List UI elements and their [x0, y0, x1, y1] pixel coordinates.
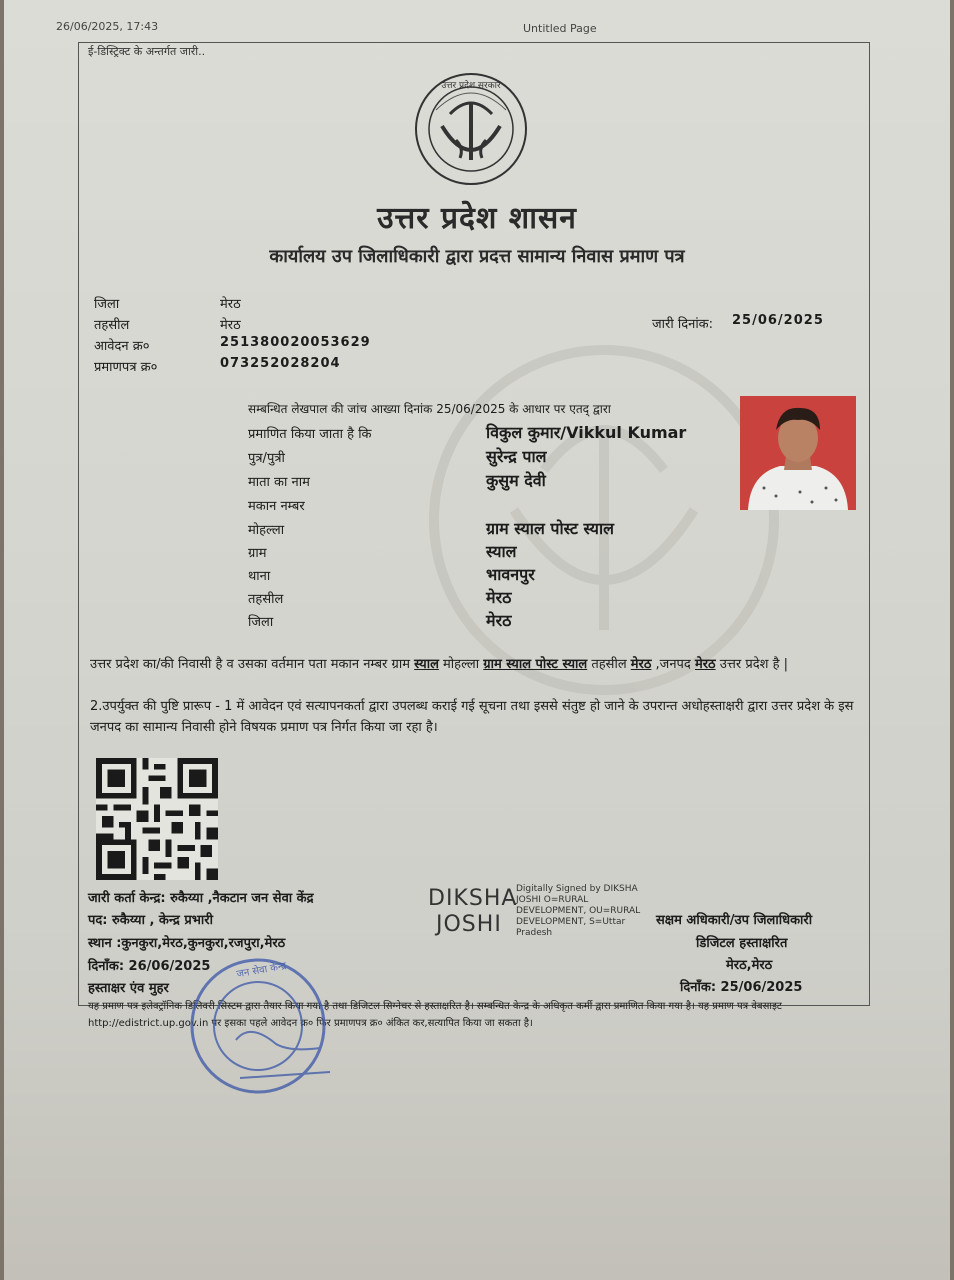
application-number: 251380020053629 [220, 335, 371, 350]
issuing-centre: जारी कर्ता केन्द्र: रुकैय्या ,नैकटान जन सेवा केंद्र [88, 891, 314, 906]
digital-signature-name: DIKSHA JOSHI [428, 886, 518, 937]
tehsil-ref: मेरठ [630, 657, 652, 672]
district-label: जिला [94, 297, 120, 312]
authority-date: दिनाँक: 25/06/2025 [680, 980, 803, 995]
print-page-title: Untitled Page [523, 22, 597, 35]
stamp-text: जन सेवा केन्द्र [235, 960, 288, 981]
field-label: प्रमाणित किया जाता है कि [248, 427, 372, 442]
field-label: मकान नम्बर [248, 499, 305, 514]
applicant-photo [740, 396, 856, 510]
field-label: थाना [248, 569, 271, 584]
qr-code [94, 758, 220, 880]
issue-date: 25/06/2025 [732, 313, 824, 328]
issuer-place: स्थान :कुनकुरा,मेरठ,कुनकुरा,रजपुरा,मेरठ [88, 936, 286, 951]
certificate-title: उत्तर प्रदेश शासन [377, 201, 577, 236]
mohalla-value: ग्राम स्याल पोस्ट स्याल [486, 519, 614, 538]
district-field-value: मेरठ [486, 611, 512, 630]
authority-signed: डिजिटल हस्ताक्षरित [696, 936, 788, 951]
print-datetime: 26/06/2025, 17:43 [56, 20, 159, 33]
issuer-post: पद: रुकैय्या , केन्द्र प्रभारी [88, 913, 213, 928]
certificate-number: 073252028204 [220, 356, 341, 371]
father-name: सुरेन्द्र पाल [486, 447, 547, 466]
intro-text: सम्बन्धित लेखपाल की जांच आख्या दिनांक 25/06/2025 के आधार पर एतद् द्वारा [248, 402, 611, 416]
residence-paragraph: उत्तर प्रदेश का/की निवासी है व उसका वर्तमान पता मकान नम्बर ग्राम स्याल मोहल्ला ग्राम स्याल पोस्ट स्याल तहसील मेरठ ,जनपद मेरठ उत्तर प्रदेश है | [90, 657, 789, 672]
police-station-value: भावनपुर [486, 565, 535, 584]
issue-date-label: जारी दिनांक: [652, 317, 714, 332]
issuer-date: दिनाँक: 26/06/2025 [88, 959, 211, 974]
applicant-name: विकुल कुमार/Vikkul Kumar [486, 423, 687, 442]
mother-name: कुसुम देवी [486, 471, 546, 490]
digital-signature-details: Digitally Signed by DIKSHA JOSHI O=RURAL DEVELOPMENT, OU=RURAL DEVELOPMENT, S=Uttar Pradesh [516, 884, 641, 938]
emblem-text: उत्तर प्रदेश सरकार [441, 81, 501, 91]
authority-title: सक्षम अधिकारी/उप जिलाधिकारी [656, 913, 813, 928]
tehsil-value: मेरठ [220, 318, 241, 333]
issuer-note: ई-डिस्ट्रिक्ट के अन्तर्गत जारी.. [88, 45, 206, 58]
district-ref: मेरठ [694, 657, 716, 672]
application-label: आवेदन क्र० [94, 339, 150, 354]
certificate-subtitle: कार्यालय उप जिलाधिकारी द्वारा प्रदत्त सामान्य निवास प्रमाण पत्र [269, 246, 685, 267]
watermark-emblem-icon [394, 330, 814, 700]
confirmation-paragraph: 2.उपर्युक्त की पुष्टि प्रारूप - 1 में आवेदन एवं सत्यापनकर्ता द्वारा उपलब्ध कराई गई सूचना तथा इससे संतुष्ट हो जाने के उपरान्त अधोहस्ताक्षरी द्वारा उत्तर प्रदेश के इस जनपद का सामान्य निवासी होने विषयक प्रमाण पत्र निर्गत किया जा रहा है। [90, 699, 854, 735]
district-value: मेरठ [220, 297, 241, 312]
field-label: पुत्र/पुत्री [248, 451, 285, 466]
field-label: माता का नाम [248, 475, 310, 490]
issuer-sign-label: हस्ताक्षर एंव मुहर [88, 981, 169, 996]
certificate-paper [4, 0, 950, 1280]
footer-note: यह प्रमाण पत्र इलेक्ट्रॉनिक डिलिवरी सिस्टम द्वारा तैयार किया गया है तथा डिजिटल सिग्नेचर से हस्ताक्षरित है। सम्बन्धित केन्द्र के अधिकृत कर्मी द्वारा प्रमाणित किया गया है। यह प्रमाण पत्र वेबसाइट http://edistrict.up.gov.in पर इसका पहले आवेदन क्र० फिर प्रमाणपत्र क्र० अंकित कर,सत्यापित किया जा सकता है। [88, 1001, 782, 1029]
authority-place: मेरठ,मेरठ [726, 958, 773, 973]
field-label: तहसील [248, 592, 284, 607]
mohalla-ref: ग्राम स्याल पोस्ट स्याल [483, 657, 588, 672]
tehsil-field-value: मेरठ [486, 588, 512, 607]
tehsil-label: तहसील [94, 318, 130, 333]
village-ref: स्याल [414, 657, 439, 672]
field-label: ग्राम [248, 546, 267, 561]
certificate-number-label: प्रमाणपत्र क्र० [94, 360, 158, 375]
field-label: मोहल्ला [248, 523, 285, 538]
field-label: जिला [248, 615, 274, 630]
village-value: स्याल [486, 542, 517, 561]
